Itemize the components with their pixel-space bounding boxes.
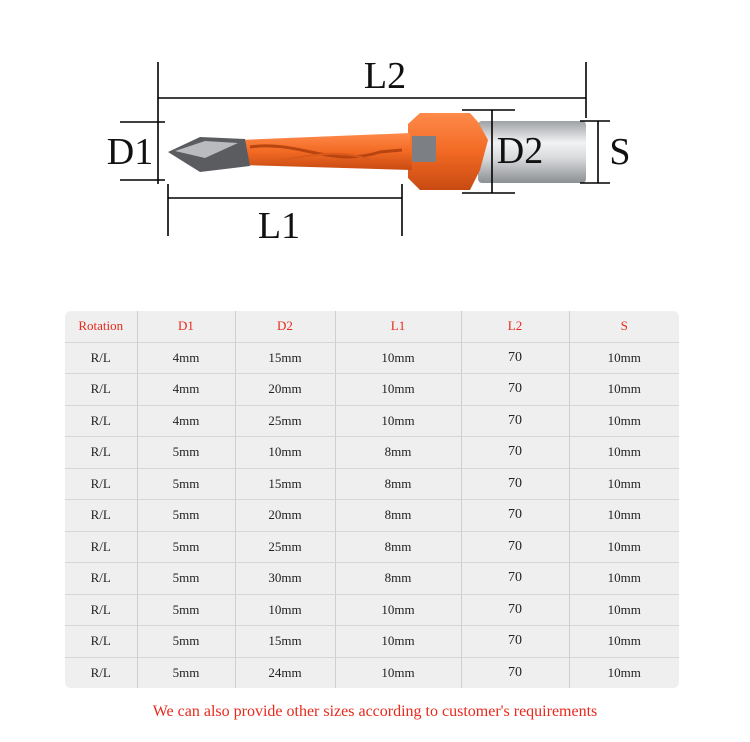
- table-row: [65, 405, 679, 437]
- cell-l1: 10mm: [335, 626, 461, 658]
- cell-d1: 5mm: [137, 437, 235, 469]
- cell-l2: 70: [461, 594, 569, 626]
- cell-s: 10mm: [569, 405, 679, 437]
- label-d1: D1: [106, 131, 154, 173]
- cell-l2: 70: [461, 500, 569, 532]
- table-header-row: [65, 311, 679, 342]
- cell-l2: 70: [461, 342, 569, 374]
- header-d1: D1: [137, 311, 235, 342]
- cell-l1: 8mm: [335, 437, 461, 469]
- cell-d2: 15mm: [235, 468, 335, 500]
- cell-rotation: R/L: [65, 468, 137, 500]
- header-l2: L2: [461, 311, 569, 342]
- cell-rotation: R/L: [65, 437, 137, 469]
- cell-d2: 30mm: [235, 563, 335, 595]
- cell-l1: 8mm: [335, 468, 461, 500]
- cell-d1: 5mm: [137, 500, 235, 532]
- table-row: [65, 374, 679, 406]
- cell-rotation: R/L: [65, 342, 137, 374]
- cell-l1: 8mm: [335, 531, 461, 563]
- cell-l2: 70: [461, 626, 569, 658]
- cell-rotation: R/L: [65, 594, 137, 626]
- cell-d2: 20mm: [235, 500, 335, 532]
- cell-l2: 70: [461, 563, 569, 595]
- cell-l2: 70: [461, 437, 569, 469]
- header-rotation: Rotation: [65, 311, 137, 342]
- drill-insert: [412, 136, 436, 162]
- cell-l2: 70: [461, 468, 569, 500]
- cell-s: 10mm: [569, 531, 679, 563]
- cell-rotation: R/L: [65, 500, 137, 532]
- custom-size-note: We can also provide other sizes according to customer's requirements: [152, 703, 598, 720]
- cell-l1: 10mm: [335, 594, 461, 626]
- table-row: [65, 626, 679, 658]
- label-l2: L2: [363, 55, 407, 97]
- cell-d2: 20mm: [235, 374, 335, 406]
- cell-d1: 5mm: [137, 594, 235, 626]
- table-row: [65, 657, 679, 688]
- table-row: [65, 468, 679, 500]
- cell-s: 10mm: [569, 563, 679, 595]
- header-l1: L1: [335, 311, 461, 342]
- cell-l1: 10mm: [335, 405, 461, 437]
- cell-rotation: R/L: [65, 563, 137, 595]
- cell-d2: 15mm: [235, 626, 335, 658]
- table-row: [65, 563, 679, 595]
- table-row: [65, 594, 679, 626]
- cell-d2: 25mm: [235, 405, 335, 437]
- cell-d1: 5mm: [137, 468, 235, 500]
- cell-s: 10mm: [569, 594, 679, 626]
- cell-l1: 8mm: [335, 563, 461, 595]
- cell-l1: 10mm: [335, 657, 461, 688]
- cell-d2: 25mm: [235, 531, 335, 563]
- cell-d1: 4mm: [137, 342, 235, 374]
- cell-s: 10mm: [569, 437, 679, 469]
- cell-s: 10mm: [569, 374, 679, 406]
- cell-d2: 24mm: [235, 657, 335, 688]
- cell-rotation: R/L: [65, 531, 137, 563]
- label-l1: L1: [257, 205, 301, 247]
- drill-bit-diagram: [0, 0, 750, 290]
- table-row: [65, 500, 679, 532]
- cell-d1: 5mm: [137, 563, 235, 595]
- cell-l1: 10mm: [335, 374, 461, 406]
- cell-s: 10mm: [569, 500, 679, 532]
- cell-s: 10mm: [569, 626, 679, 658]
- header-d2: D2: [235, 311, 335, 342]
- cell-l1: 10mm: [335, 342, 461, 374]
- table-row: [65, 531, 679, 563]
- cell-s: 10mm: [569, 468, 679, 500]
- cell-d1: 5mm: [137, 657, 235, 688]
- cell-d1: 4mm: [137, 374, 235, 406]
- header-s: S: [569, 311, 679, 342]
- cell-s: 10mm: [569, 342, 679, 374]
- cell-l2: 70: [461, 531, 569, 563]
- cell-rotation: R/L: [65, 405, 137, 437]
- cell-rotation: R/L: [65, 374, 137, 406]
- cell-d2: 10mm: [235, 437, 335, 469]
- cell-rotation: R/L: [65, 626, 137, 658]
- table-row: [65, 437, 679, 469]
- cell-d2: 15mm: [235, 342, 335, 374]
- label-s: S: [609, 131, 631, 173]
- cell-l2: 70: [461, 374, 569, 406]
- cell-d1: 5mm: [137, 626, 235, 658]
- cell-d1: 5mm: [137, 531, 235, 563]
- cell-d2: 10mm: [235, 594, 335, 626]
- table-row: [65, 342, 679, 374]
- cell-l2: 70: [461, 657, 569, 688]
- cell-l1: 8mm: [335, 500, 461, 532]
- cell-s: 10mm: [607, 664, 641, 680]
- label-d2: D2: [496, 130, 544, 172]
- size-spec-table: [65, 311, 679, 688]
- cell-l2: 70: [461, 405, 569, 437]
- cell-d1: 4mm: [137, 405, 235, 437]
- cell-rotation: R/L: [65, 657, 137, 688]
